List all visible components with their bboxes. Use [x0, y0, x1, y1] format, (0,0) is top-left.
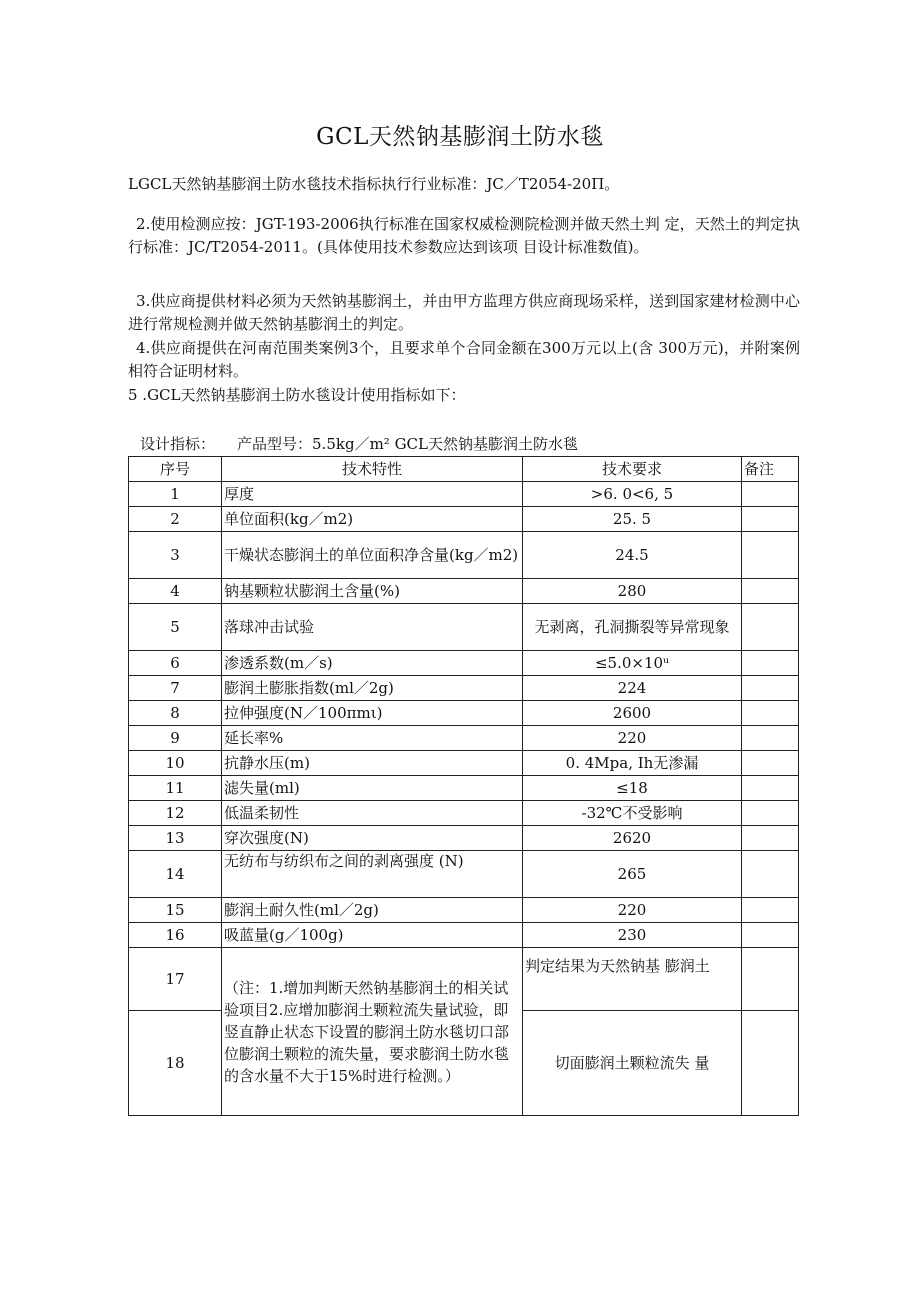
cell-remark: [742, 801, 799, 826]
cell-no: 18: [129, 1011, 222, 1116]
cell-no: 3: [129, 532, 222, 579]
table-row: [129, 482, 799, 507]
cell-remark: [742, 676, 799, 701]
cell-no: 10: [129, 751, 222, 776]
cell-item: 落球冲击试验: [222, 604, 523, 651]
cell-item: 拉伸强度(N／100πmι): [222, 701, 523, 726]
cell-remark: [742, 948, 799, 1011]
cell-remark: [742, 1011, 799, 1116]
spec-table: [128, 456, 799, 1116]
page-title: GCL天然钠基膨润土防水毯: [316, 124, 604, 150]
cell-req: -32℃不受影响: [523, 801, 742, 826]
cell-item: 膨润土耐久性(ml／2g): [222, 898, 523, 923]
cell-no: 12: [129, 801, 222, 826]
cell-no: 14: [129, 851, 222, 898]
cell-req: 265: [523, 851, 742, 898]
table-row: [129, 651, 799, 676]
cell-req: 25. 5: [523, 507, 742, 532]
cell-item: 抗静水压(m): [222, 751, 523, 776]
cell-no: 2: [129, 507, 222, 532]
cell-no: 4: [129, 579, 222, 604]
cell-remark: [742, 651, 799, 676]
table-body: [129, 482, 799, 1116]
cell-item: 厚度: [222, 482, 523, 507]
cell-no: 7: [129, 676, 222, 701]
header-req: 技术要求: [523, 457, 742, 482]
cell-req: >6. 0<6, 5: [523, 482, 742, 507]
cell-remark: [742, 923, 799, 948]
cell-no: 6: [129, 651, 222, 676]
table-row: [129, 851, 799, 898]
cell-no: 13: [129, 826, 222, 851]
table-row: [129, 701, 799, 726]
cell-req: 0. 4Mpa, Ih无渗漏: [523, 751, 742, 776]
table-row: [129, 507, 799, 532]
cell-req: ≤5.0×10ᵘ: [523, 651, 742, 676]
cell-remark: [742, 701, 799, 726]
cell-item: 吸蓝量(g／100g): [222, 923, 523, 948]
table-row: [129, 898, 799, 923]
caption-label: 设计指标：: [140, 435, 216, 453]
cell-req: 224: [523, 676, 742, 701]
paragraph-2: 2.使用检测应按：JGT-193-2006执行标准在国家权威检测院检测并做天然土判 定，天然土的判定执行标准：JC/T2054-2011。(具体使用技术参数应达到该项 目设计标准数值)。: [128, 215, 800, 256]
table-row: [129, 579, 799, 604]
cell-item: 无纺布与纺织布之间的剥离强度 (N): [222, 851, 523, 898]
table-row: [129, 826, 799, 851]
cell-req: 220: [523, 898, 742, 923]
cell-item: 干燥状态膨润土的单位面积净含量(kg／m2): [222, 532, 523, 579]
cell-item: 单位面积(kg／m2): [222, 507, 523, 532]
cell-remark: [742, 507, 799, 532]
table-row: [129, 776, 799, 801]
paragraph-5: 5 .GCL天然钠基膨润土防水毯设计使用指标如下：: [128, 386, 466, 404]
cell-remark: [742, 851, 799, 898]
table-row: [129, 948, 799, 1011]
cell-remark: [742, 532, 799, 579]
cell-remark: [742, 726, 799, 751]
cell-req: 2600: [523, 701, 742, 726]
cell-no: 8: [129, 701, 222, 726]
cell-req: 判定结果为天然钠基 膨润土: [523, 948, 742, 1011]
cell-req: 230: [523, 923, 742, 948]
cell-no: 16: [129, 923, 222, 948]
cell-item: 延长率%: [222, 726, 523, 751]
table-row: [129, 676, 799, 701]
cell-item: 钠基颗粒状膨润土含量(%): [222, 579, 523, 604]
cell-req: 24.5: [523, 532, 742, 579]
cell-item: 滤失量(ml): [222, 776, 523, 801]
cell-no: 11: [129, 776, 222, 801]
cell-no: 5: [129, 604, 222, 651]
cell-item: 膨润土膨胀指数(ml／2g): [222, 676, 523, 701]
header-item: 技术特性: [222, 457, 523, 482]
cell-item: 低温柔韧性: [222, 801, 523, 826]
cell-remark: [742, 579, 799, 604]
cell-no: 15: [129, 898, 222, 923]
cell-no: 1: [129, 482, 222, 507]
cell-item: 穿次强度(N): [222, 826, 523, 851]
cell-req: 无剥离，孔洞撕裂等异常现象: [523, 604, 742, 651]
cell-item: 渗透系数(m／s): [222, 651, 523, 676]
paragraph-4: 4.供应商提供在河南范围类案例3个，且要求单个合同金额在300万元以上(含 300万元)，并附案例相符合证明材料。: [128, 339, 800, 380]
cell-req: 220: [523, 726, 742, 751]
cell-req: 280: [523, 579, 742, 604]
table-row: [129, 923, 799, 948]
cell-no: 9: [129, 726, 222, 751]
cell-remark: [742, 604, 799, 651]
table-caption: [140, 433, 600, 454]
cell-req: ≤18: [523, 776, 742, 801]
table-row: [129, 801, 799, 826]
cell-remark: [742, 751, 799, 776]
cell-req: 切面膨润土颗粒流失 量: [523, 1011, 742, 1116]
caption-model: 产品型号：5.5kg／m² GCL天然钠基膨润土防水毯: [237, 435, 578, 453]
table-header-row: [129, 457, 799, 482]
cell-no: 17: [129, 948, 222, 1011]
header-no: 序号: [129, 457, 222, 482]
cell-remark: [742, 776, 799, 801]
table-row: [129, 726, 799, 751]
table-row: [129, 532, 799, 579]
table-row: [129, 751, 799, 776]
paragraph-3: 3.供应商提供材料必须为天然钠基膨润土，并由甲方监理方供应商现场采样，送到国家建材检测中心进行常规检测并做天然钠基膨润土的判定。: [128, 292, 800, 333]
header-remark: 备注: [742, 457, 799, 482]
paragraph-1: LGCL天然钠基膨润土防水毯技术指标执行行业标准：JC／T2054-20Π。: [128, 175, 620, 193]
merged-note-cell: （注：1.增加判断天然钠基膨润土的相关试验项目2.应增加膨润土颗粒流失量试验，即竖直静止状态下设置的膨润土防水毯切口部位膨润土颗粒的流失量，要求膨润土防水毯的含水量不大于15%时进行检测。）: [222, 948, 523, 1116]
cell-remark: [742, 898, 799, 923]
table-row: [129, 604, 799, 651]
cell-remark: [742, 826, 799, 851]
cell-remark: [742, 482, 799, 507]
cell-req: 2620: [523, 826, 742, 851]
